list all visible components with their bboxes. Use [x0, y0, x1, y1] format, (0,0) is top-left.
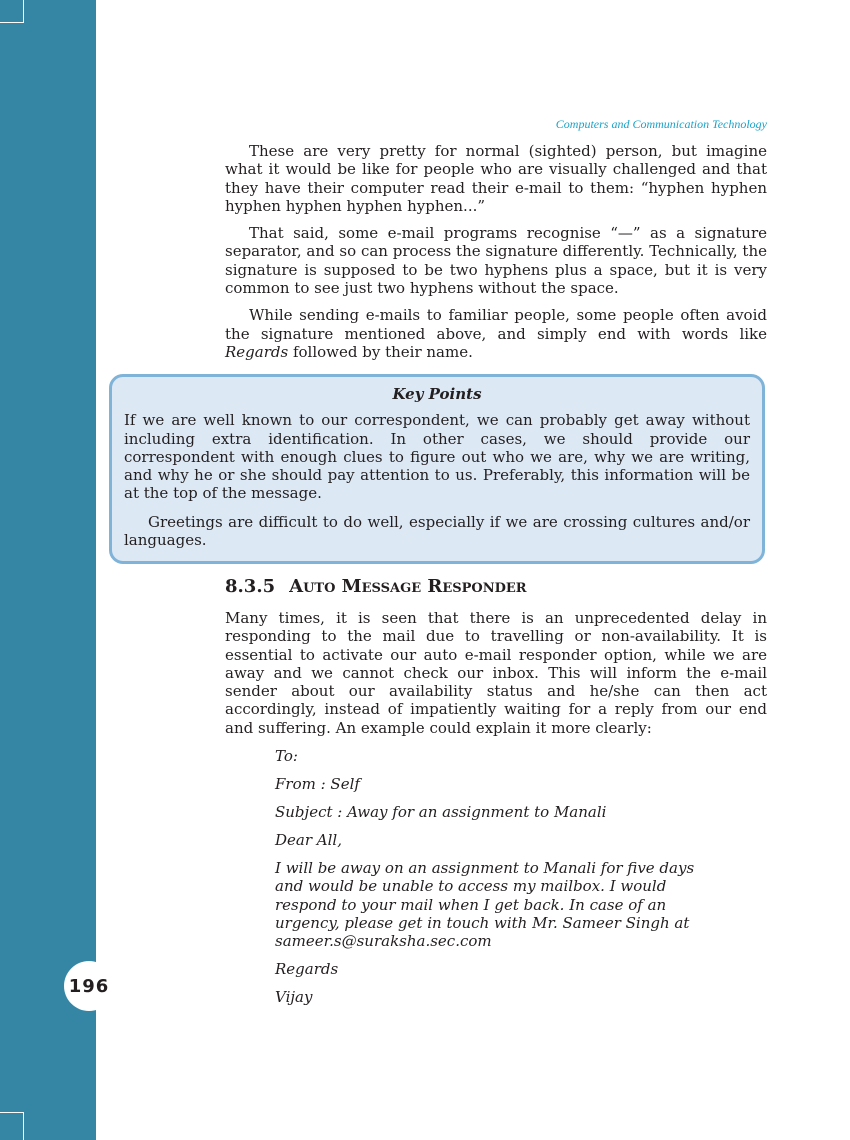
key-points-box	[109, 374, 765, 564]
section-body: Many times, it is seen that there is an unprecedented delay in responding to the mail due to travelling or non-availability. It is essential to activate our auto e-mail responder option, while we are away and we cannot check our inbox. This will inform the e-mail sender about our availability status and he/she can then act accordingly, instead of impatiently waiting for a reply from our end and suffering. An example could explain it more clearly:	[225, 609, 767, 737]
email-closing: Regards	[275, 960, 339, 979]
key-points-paragraph-1: If we are well known to our correspondent, we can probably get away without including extra identification. In other cases, we should provide our correspondent with enough clues to figure out who we are, why we are writing, and why he or she should pay attention to us. Preferably, this information will be at the top of the message.	[124, 411, 750, 503]
running-head: Computers and Communication Technology	[555, 117, 767, 131]
closing-paragraph-tail: followed by their name.	[288, 342, 473, 361]
crop-mark-top-vertical	[23, 0, 24, 23]
closing-paragraph-emphasis: Regards	[225, 342, 289, 361]
email-body	[275, 859, 725, 950]
example-email	[275, 747, 725, 1016]
crop-mark-bottom-vertical	[23, 1112, 24, 1140]
email-address: sameer.s@suraksha.sec.com	[275, 932, 492, 951]
email-to: To:	[275, 747, 298, 765]
section-title: Auto Message Responder	[289, 576, 527, 597]
email-body-text: I will be away on an assignment to Manali for five days and would be unable to access my mailbox. I would respond to your mail when I get back. In case of an urgency, please get in touch with Mr. Sameer Singh at	[275, 858, 695, 932]
crop-mark-bottom-horizontal	[0, 1112, 24, 1113]
section-number: 8.3.5	[225, 576, 276, 597]
key-points-title: Key Points	[392, 385, 482, 403]
intro-paragraph-1: These are very pretty for normal (sighted) person, but imagine what it would be like for people who are visually challenged and that they have their computer read their e-mail to them: “hyphen hyphen hyphen hyphen hyphen hyphen...”	[225, 142, 767, 215]
intro-text	[225, 142, 767, 370]
closing-paragraph	[225, 306, 767, 361]
email-subject: Subject : Away for an assignment to Manali	[275, 802, 607, 821]
crop-mark-top-horizontal	[0, 22, 24, 23]
email-from: From : Self	[275, 774, 360, 793]
section-body-block	[225, 609, 767, 746]
key-points-paragraph-2: Greetings are difficult to do well, especially if we are crossing cultures and/or languages.	[124, 512, 750, 550]
section-heading	[225, 576, 527, 597]
page-number: 196	[64, 961, 114, 1011]
closing-paragraph-text: While sending e-mails to familiar people, some people often avoid the signature mentioned above, and simply end with words like	[225, 306, 767, 343]
email-signature: Vijay	[275, 988, 313, 1007]
intro-paragraph-2: That said, some e-mail programs recognise “—” as a signature separator, and so can process the signature differently. Technically, the signature is supposed to be two hyphens plus a space, but it is very common to see just two hyphens without the space.	[225, 224, 767, 298]
email-salutation: Dear All,	[275, 830, 342, 849]
